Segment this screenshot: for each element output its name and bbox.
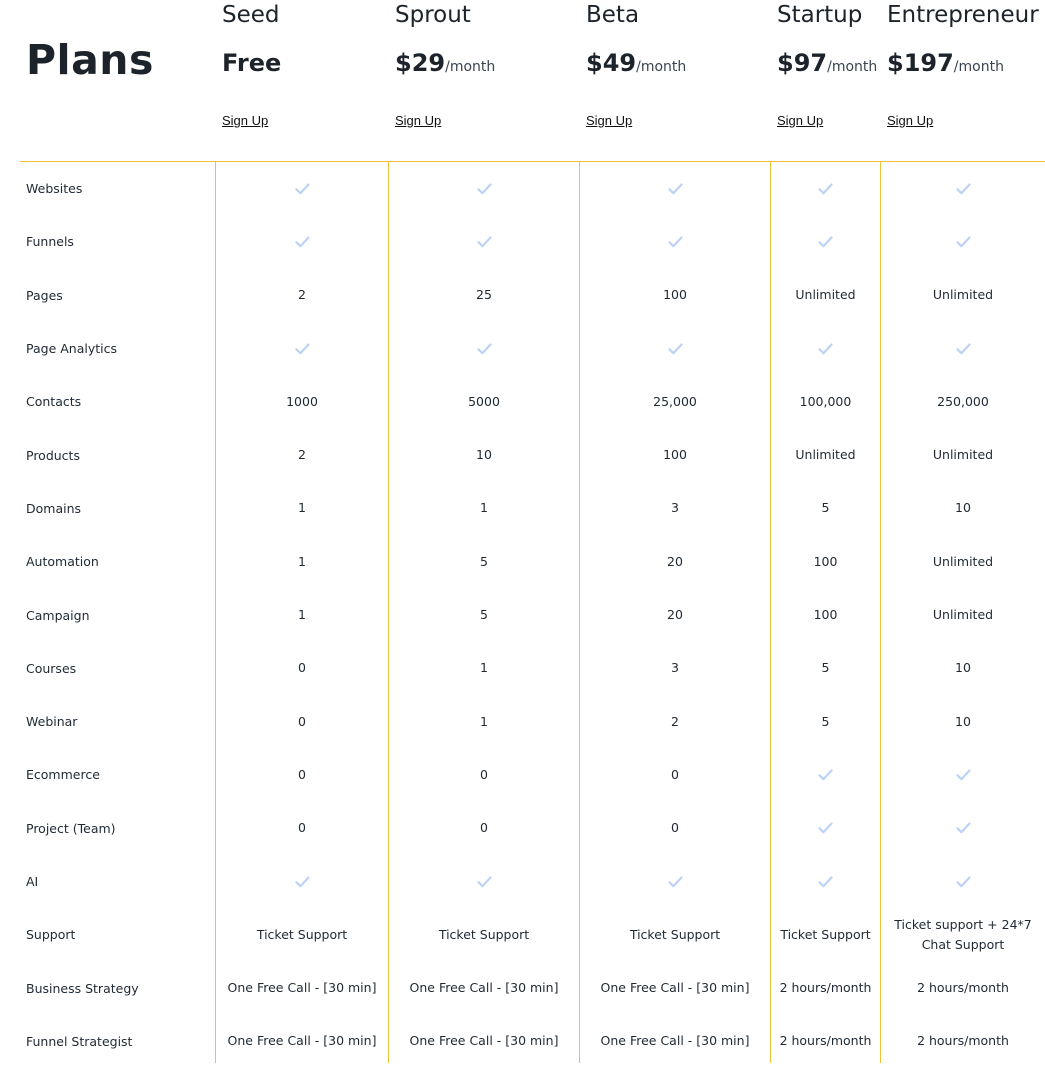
plan-name: Seed [222, 2, 280, 28]
feature-value: 3 [671, 500, 679, 516]
table-row [0, 375, 1045, 428]
feature-cell-entrepreneur [881, 375, 1045, 428]
feature-cell-entrepreneur [881, 215, 1045, 268]
feature-value: Ticket Support [629, 926, 721, 942]
feature-value: 5 [821, 660, 830, 676]
feature-label: Funnel Strategist [26, 1033, 133, 1049]
check-icon [818, 822, 833, 834]
check-icon [477, 183, 492, 195]
feature-value: Unlimited [932, 607, 994, 623]
feature-value: 2 hours/month [917, 980, 1009, 996]
feature-label: Websites [26, 181, 83, 197]
check-icon [818, 236, 833, 248]
check-icon [295, 236, 310, 248]
table-row [0, 482, 1045, 535]
check-icon [818, 343, 833, 355]
feature-value: 0 [298, 820, 306, 836]
feature-value: Unlimited [932, 287, 994, 303]
feature-value: 10 [476, 447, 492, 463]
feature-cell-entrepreneur [881, 535, 1045, 588]
feature-cell-beta [580, 748, 770, 801]
feature-value: 2 hours/month [779, 1033, 872, 1049]
feature-value: 5 [821, 713, 830, 729]
feature-cell-sprout [389, 269, 579, 322]
feature-label: Campaign [26, 607, 90, 623]
sign-up-link-sprout[interactable]: Sign Up [395, 113, 442, 128]
table-row [0, 322, 1045, 375]
feature-value: One Free Call - [30 min] [409, 1033, 559, 1049]
check-icon [668, 343, 683, 355]
feature-value: 0 [298, 766, 306, 782]
feature-value: 10 [955, 713, 971, 729]
feature-cell-startup [771, 428, 880, 481]
check-icon [668, 183, 683, 195]
feature-value: 0 [671, 766, 679, 782]
feature-cell-beta [580, 855, 770, 908]
feature-value: One Free Call - [30 min] [600, 1033, 750, 1049]
plan-price [222, 47, 281, 83]
feature-cell-sprout [389, 908, 579, 961]
plan-price [586, 47, 686, 83]
feature-cell-sprout [389, 215, 579, 268]
feature-cell-entrepreneur [881, 269, 1045, 322]
feature-value: Ticket support + 24*7 Chat Support [894, 916, 1032, 952]
feature-value: 10 [955, 500, 971, 516]
feature-cell-seed [216, 322, 388, 375]
table-row [0, 802, 1045, 855]
feature-value: 2 hours/month [779, 980, 872, 996]
feature-cell-beta [580, 269, 770, 322]
feature-cell-entrepreneur [881, 642, 1045, 695]
feature-cell-seed [216, 162, 388, 215]
feature-value: Unlimited [932, 553, 994, 569]
feature-cell-seed [216, 428, 388, 481]
feature-cell-entrepreneur [881, 908, 1045, 961]
table-row [0, 269, 1045, 322]
feature-cell-entrepreneur [881, 961, 1045, 1014]
feature-cell-beta [580, 428, 770, 481]
check-icon [477, 343, 492, 355]
feature-cell-beta [580, 695, 770, 748]
feature-cell-sprout [389, 428, 579, 481]
feature-value: 1 [480, 713, 488, 729]
feature-cell-startup [771, 961, 880, 1014]
sign-up-link-entrepreneur[interactable]: Sign Up [887, 113, 934, 128]
sign-up-link-seed[interactable]: Sign Up [222, 113, 269, 128]
feature-cell-seed [216, 269, 388, 322]
feature-cell-seed [216, 855, 388, 908]
feature-cell-beta [580, 375, 770, 428]
feature-cell-sprout [389, 535, 579, 588]
feature-cell-entrepreneur [881, 1015, 1045, 1068]
feature-value: Ticket Support [256, 926, 348, 942]
feature-value: 1 [480, 660, 488, 676]
price-period: /month [827, 59, 878, 75]
feature-cell-beta [580, 588, 770, 641]
table-row [0, 908, 1045, 961]
check-icon [818, 769, 833, 781]
feature-cell-beta [580, 908, 770, 961]
price-period: /month [445, 59, 496, 75]
feature-cell-beta [580, 642, 770, 695]
feature-value: Ticket Support [438, 926, 530, 942]
check-icon [668, 876, 683, 888]
feature-cell-beta [580, 215, 770, 268]
sign-up-link-beta[interactable]: Sign Up [586, 113, 633, 128]
page-title: Plans [26, 36, 154, 84]
check-icon [295, 183, 310, 195]
feature-value: 0 [298, 713, 306, 729]
table-row [0, 695, 1045, 748]
table-row [0, 535, 1045, 588]
feature-cell-startup [771, 908, 880, 961]
plan-price [395, 47, 495, 83]
check-icon [295, 343, 310, 355]
feature-value: 20 [667, 553, 683, 569]
feature-label: Page Analytics [26, 341, 117, 357]
price-period: /month [636, 59, 687, 75]
feature-value: 3 [671, 660, 679, 676]
feature-value: 5000 [468, 393, 500, 409]
price-period: /month [953, 59, 1004, 75]
feature-cell-startup [771, 802, 880, 855]
feature-label: Support [26, 927, 76, 943]
feature-value: 2 [298, 447, 306, 463]
table-row [0, 162, 1045, 215]
feature-cell-startup [771, 322, 880, 375]
feature-value: One Free Call - [30 min] [227, 980, 377, 996]
feature-cell-seed [216, 215, 388, 268]
feature-cell-seed [216, 1015, 388, 1068]
feature-cell-beta [580, 535, 770, 588]
feature-cell-startup [771, 855, 880, 908]
feature-value: One Free Call - [30 min] [409, 980, 559, 996]
price-amount: $97 [777, 49, 828, 77]
price-amount: $29 [395, 49, 446, 77]
feature-cell-seed [216, 695, 388, 748]
feature-value: 0 [298, 660, 306, 676]
plan-name: Sprout [395, 2, 471, 28]
price-amount: Free [222, 49, 282, 77]
feature-cell-sprout [389, 482, 579, 535]
feature-value: 25,000 [653, 393, 697, 409]
feature-cell-entrepreneur [881, 322, 1045, 375]
feature-value: 100 [813, 607, 838, 623]
feature-value: 1000 [286, 393, 318, 409]
feature-cell-entrepreneur [881, 695, 1045, 748]
feature-cell-sprout [389, 375, 579, 428]
feature-cell-startup [771, 269, 880, 322]
feature-cell-sprout [389, 695, 579, 748]
feature-cell-startup [771, 588, 880, 641]
plan-name: Startup [777, 2, 863, 28]
feature-value: 20 [667, 607, 683, 623]
check-icon [668, 236, 683, 248]
pricing-header [0, 0, 1045, 162]
plan-name: Beta [586, 2, 640, 28]
feature-cell-entrepreneur [881, 482, 1045, 535]
feature-value: 100 [813, 553, 838, 569]
feature-value: 5 [480, 553, 488, 569]
feature-cell-startup [771, 695, 880, 748]
feature-value: 2 [298, 287, 306, 303]
feature-value: 250,000 [937, 393, 989, 409]
check-icon [956, 769, 971, 781]
feature-cell-sprout [389, 855, 579, 908]
feature-cell-startup [771, 162, 880, 215]
feature-value: Unlimited [795, 447, 856, 463]
feature-value: 1 [298, 553, 306, 569]
feature-cell-seed [216, 961, 388, 1014]
feature-label: Business Strategy [26, 980, 139, 996]
feature-label: Funnels [26, 234, 74, 250]
feature-label: Courses [26, 660, 77, 676]
table-row [0, 961, 1045, 1014]
feature-label: Products [26, 447, 80, 463]
check-icon [295, 876, 310, 888]
feature-label: Ecommerce [26, 767, 100, 783]
check-icon [956, 183, 971, 195]
table-row [0, 215, 1045, 268]
feature-cell-entrepreneur [881, 855, 1045, 908]
feature-cell-sprout [389, 642, 579, 695]
features-table [0, 162, 1045, 1068]
feature-cell-beta [580, 802, 770, 855]
feature-cell-entrepreneur [881, 162, 1045, 215]
feature-value: Unlimited [795, 287, 856, 303]
price-amount: $49 [586, 49, 637, 77]
feature-cell-startup [771, 1015, 880, 1068]
feature-label: Pages [26, 287, 63, 303]
feature-value: 2 hours/month [917, 1033, 1009, 1049]
feature-cell-entrepreneur [881, 588, 1045, 641]
feature-value: One Free Call - [30 min] [600, 980, 750, 996]
table-row [0, 855, 1045, 908]
table-row [0, 588, 1045, 641]
feature-value: 100 [663, 447, 687, 463]
check-icon [956, 822, 971, 834]
feature-cell-entrepreneur [881, 428, 1045, 481]
feature-label: Webinar [26, 714, 78, 730]
feature-label: AI [26, 874, 39, 889]
feature-cell-startup [771, 215, 880, 268]
check-icon [477, 236, 492, 248]
feature-cell-seed [216, 588, 388, 641]
feature-value: 0 [480, 766, 488, 782]
feature-value: 0 [480, 820, 488, 836]
feature-value: Unlimited [932, 447, 994, 463]
check-icon [818, 183, 833, 195]
feature-cell-sprout [389, 1015, 579, 1068]
feature-cell-seed [216, 535, 388, 588]
feature-value: 100,000 [799, 393, 852, 409]
feature-label: Automation [26, 554, 99, 570]
plan-name: Entrepreneur [887, 2, 1039, 28]
price-amount: $197 [887, 49, 954, 77]
feature-value: 5 [821, 500, 830, 516]
feature-cell-entrepreneur [881, 802, 1045, 855]
check-icon [477, 876, 492, 888]
check-icon [956, 343, 971, 355]
feature-cell-seed [216, 482, 388, 535]
feature-value: 5 [480, 607, 488, 623]
feature-cell-seed [216, 642, 388, 695]
feature-cell-beta [580, 482, 770, 535]
feature-cell-entrepreneur [881, 748, 1045, 801]
feature-cell-sprout [389, 802, 579, 855]
feature-cell-sprout [389, 961, 579, 1014]
feature-cell-startup [771, 482, 880, 535]
table-row [0, 1015, 1045, 1068]
sign-up-link-startup[interactable]: Sign Up [777, 113, 824, 128]
feature-cell-startup [771, 748, 880, 801]
feature-value: 10 [955, 660, 971, 676]
feature-label: Domains [26, 500, 82, 516]
feature-cell-beta [580, 162, 770, 215]
feature-cell-sprout [389, 162, 579, 215]
table-row [0, 642, 1045, 695]
check-icon [956, 236, 971, 248]
feature-cell-seed [216, 375, 388, 428]
plan-price [887, 47, 1004, 83]
feature-label: Contacts [26, 394, 82, 410]
feature-cell-seed [216, 802, 388, 855]
feature-value: 25 [476, 287, 492, 303]
feature-cell-seed [216, 748, 388, 801]
feature-value: 1 [298, 500, 306, 516]
feature-cell-seed [216, 908, 388, 961]
feature-value: 1 [480, 500, 488, 516]
feature-cell-beta [580, 1015, 770, 1068]
feature-value: 0 [671, 820, 679, 836]
table-row [0, 428, 1045, 481]
feature-value: 2 [671, 713, 679, 729]
feature-value: 1 [298, 607, 306, 623]
feature-cell-sprout [389, 748, 579, 801]
feature-cell-beta [580, 961, 770, 1014]
feature-label: Project (Team) [26, 820, 116, 836]
check-icon [956, 876, 971, 888]
plan-price [777, 47, 877, 83]
check-icon [818, 876, 833, 888]
feature-cell-startup [771, 535, 880, 588]
table-row [0, 748, 1045, 801]
feature-cell-startup [771, 642, 880, 695]
feature-value: One Free Call - [30 min] [227, 1033, 377, 1049]
feature-cell-sprout [389, 322, 579, 375]
feature-value: Ticket Support [780, 926, 871, 942]
feature-value: 100 [663, 287, 687, 303]
feature-cell-beta [580, 322, 770, 375]
feature-cell-sprout [389, 588, 579, 641]
feature-cell-startup [771, 375, 880, 428]
